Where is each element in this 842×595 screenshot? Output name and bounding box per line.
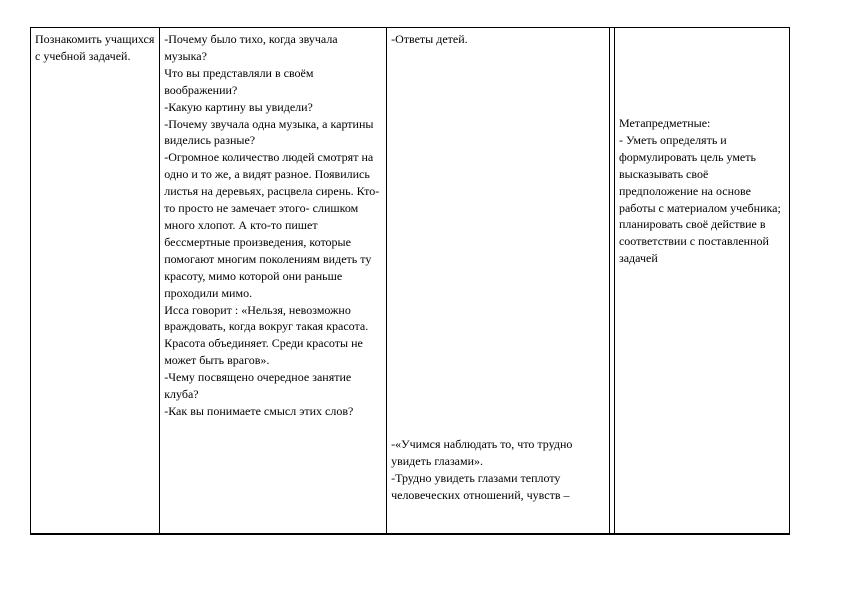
teacher-line: -Огромное количество людей смотрят на одно и то же, а видят разное. Появились листья на деревьях, расцвела сирень. Кто-то просто не замечает этого- слишком много хлопот. А кто-то пишет бессмертные произведения, которые помогают многим поколениям видеть ту красоту, мимо которой они раньше проходили мимо.	[164, 150, 380, 300]
teacher-line: -Почему звучала одна музыка, а картины виделись разные?	[164, 116, 374, 148]
teacher-activity-cell	[160, 28, 387, 535]
results-spacer	[619, 31, 785, 115]
goal-text: Познакомить учащихся с учебной задачей.	[35, 32, 155, 63]
table-row	[31, 28, 790, 535]
teacher-line: -Какую картину вы увидели?	[164, 99, 313, 114]
results-heading: Метапредметные:	[618, 116, 711, 130]
children-answer-text: -Ответы детей.	[391, 32, 468, 46]
teacher-line: -Как вы понимаете смысл этих слов?	[164, 403, 354, 418]
teacher-line: -Чему посвящено очередное занятие клуба?	[164, 370, 352, 402]
children-line: -Трудно увидеть глазами теплоту человеческих отношений, чувств –	[391, 470, 570, 502]
children-activity-cell	[387, 28, 610, 535]
teacher-line: Что вы представляли в своём воображении?	[164, 65, 314, 97]
teacher-line: Исса говорит : «Нельзя, невозможно враждовать, когда вокруг такая красота. Красота объединяет. Среди красоты не может быть врагов».	[164, 302, 369, 368]
lesson-plan-table	[30, 27, 790, 535]
results-cell	[614, 28, 789, 535]
results-text: - Уметь определять и формулировать цель уметь высказывать своё предположение на основе работы с материалом учебника; планировать своё действие в соответствии с поставленной задачей	[618, 132, 781, 266]
teacher-line: -Почему было тихо, когда звучала музыка?	[164, 32, 338, 63]
children-spacer	[391, 48, 605, 436]
goal-cell	[31, 28, 160, 535]
children-line: -«Учимся наблюдать то, что трудно увидеть глазами».	[391, 436, 573, 468]
